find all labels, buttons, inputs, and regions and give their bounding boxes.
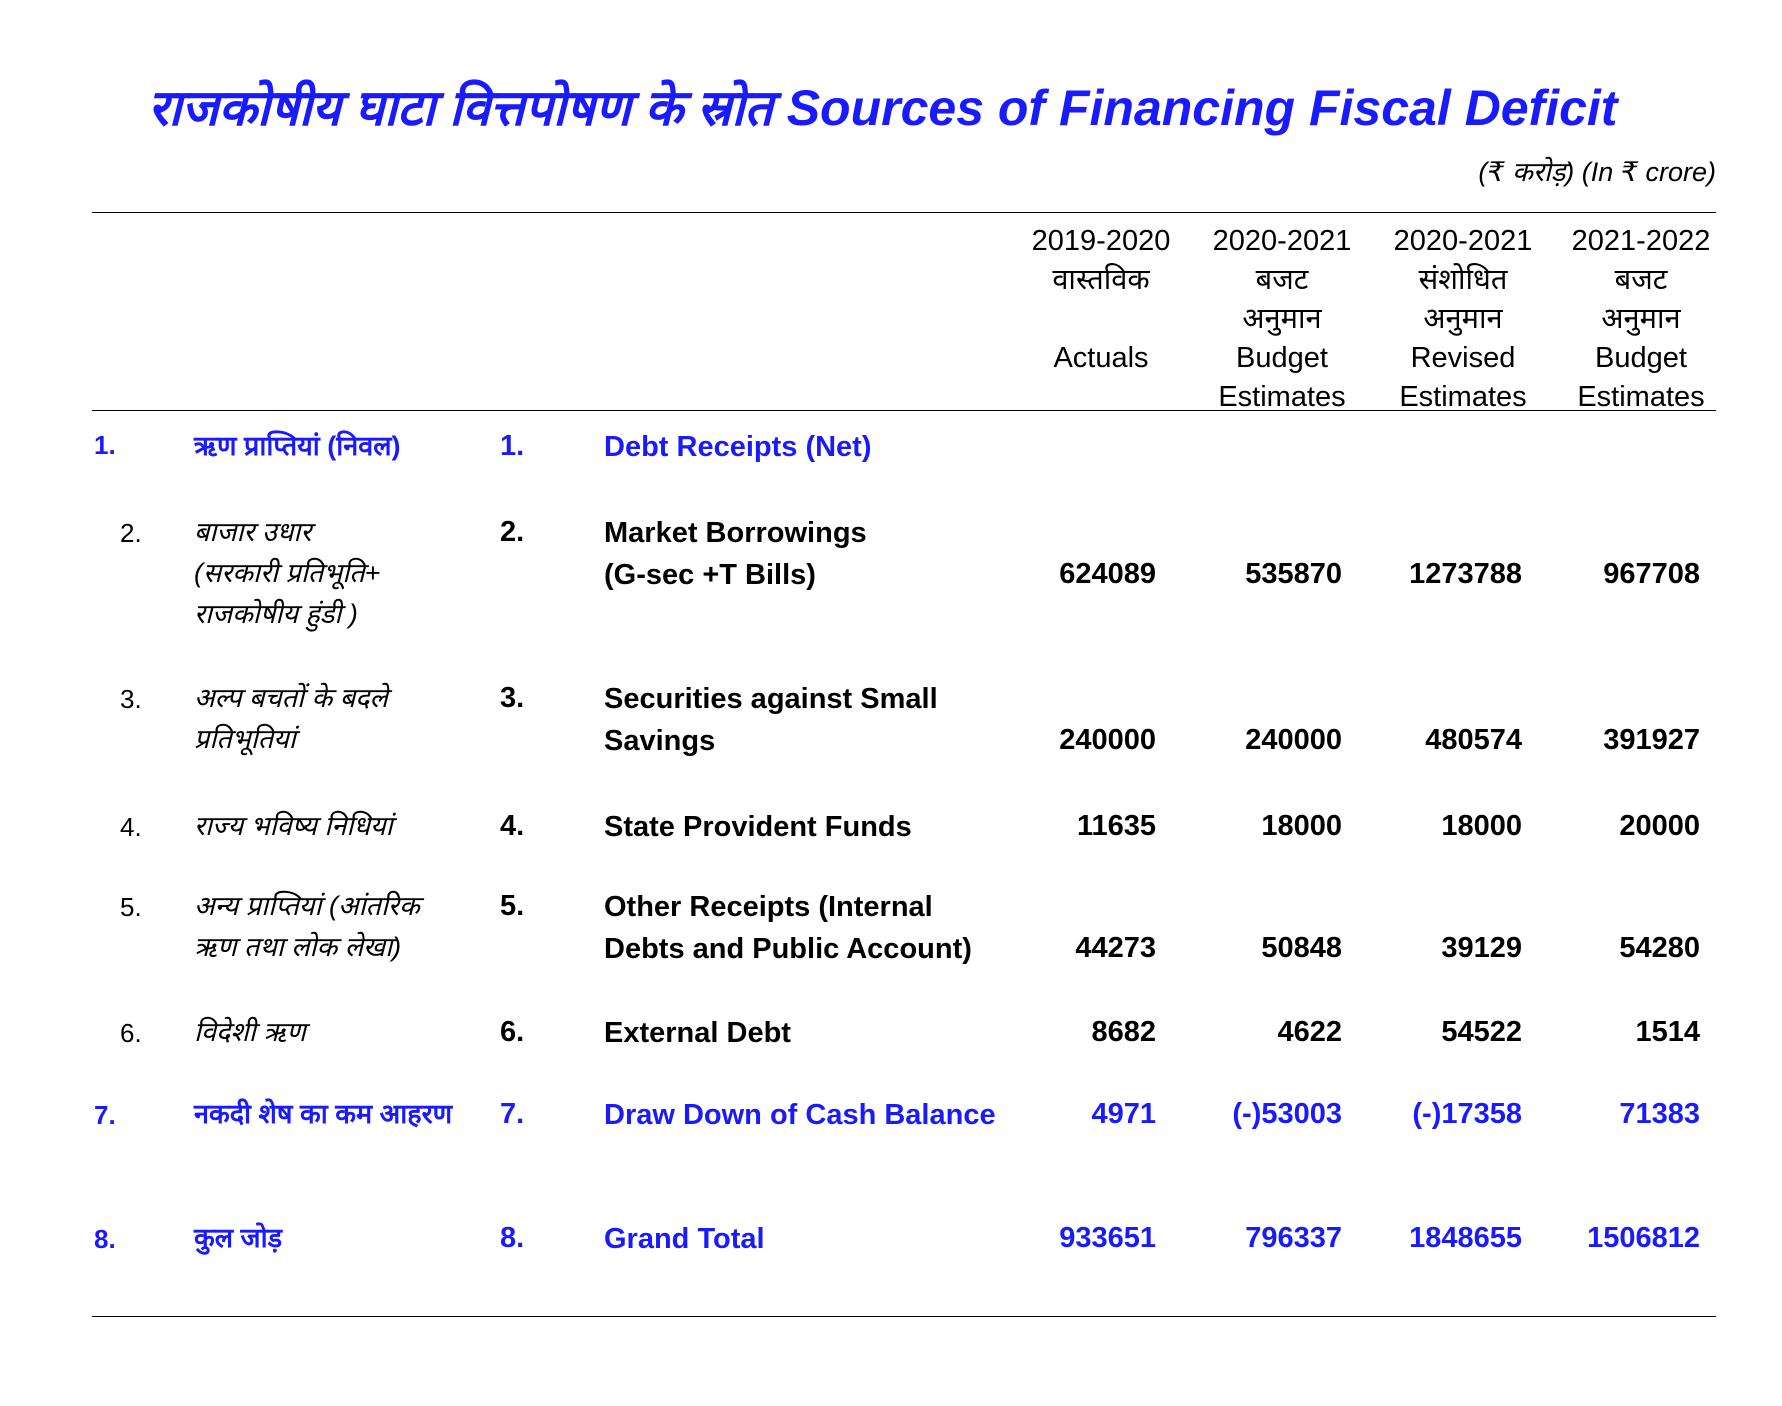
value-actuals: 624089 xyxy=(1059,558,1156,590)
value-be-2020: (-)53003 xyxy=(1232,1098,1342,1130)
row-number: 1. xyxy=(500,430,525,462)
label-line: प्रतिभूतियां xyxy=(194,724,296,754)
value-actuals: 44273 xyxy=(1075,932,1156,964)
row-label-hindi xyxy=(194,886,420,968)
column-english: Budget xyxy=(1236,342,1328,374)
label-line: विदेशी ऋण xyxy=(194,1017,306,1047)
column-hindi: बजट xyxy=(1255,264,1309,296)
value-actuals: 4971 xyxy=(1091,1098,1156,1130)
label-line: राज्य भविष्य निधियां xyxy=(194,811,393,841)
value-be-2021: 391927 xyxy=(1603,724,1700,756)
row-label-english xyxy=(604,886,972,970)
value-be-2021: 54280 xyxy=(1619,932,1700,964)
value-actuals: 933651 xyxy=(1059,1222,1156,1254)
row-number-hindi: 4. xyxy=(120,812,142,842)
row-number-hindi: 6. xyxy=(120,1018,142,1048)
label-line: नकदी शेष का कम आहरण xyxy=(194,1099,453,1129)
column-english: Actuals xyxy=(1053,342,1149,374)
row-label-hindi xyxy=(194,806,393,847)
label-line: (सरकारी प्रतिभूति+ xyxy=(194,558,381,588)
row-number: 4. xyxy=(500,810,525,842)
value-be-2020: 4622 xyxy=(1277,1016,1342,1048)
row-number: 7. xyxy=(500,1098,525,1130)
column-header-actuals xyxy=(1016,222,1186,378)
column-english: Estimates xyxy=(1218,381,1346,413)
value-be-2021: 20000 xyxy=(1619,810,1700,842)
row-number: 5. xyxy=(500,890,525,922)
value-be-2021: 1514 xyxy=(1635,1016,1700,1048)
row-number-hindi: 2. xyxy=(120,518,142,548)
column-year: 2020-2021 xyxy=(1393,225,1533,257)
column-english: Budget xyxy=(1595,342,1687,374)
row-label-english xyxy=(604,1094,996,1136)
label-line: (G-sec +T Bills) xyxy=(604,559,816,591)
column-hindi: वास्तविक xyxy=(1052,264,1150,296)
unit-label: (₹ करोड़) (In ₹ crore) xyxy=(1478,157,1716,187)
label-line: Other Receipts (Internal xyxy=(604,891,933,923)
column-year: 2019-2020 xyxy=(1031,225,1171,257)
value-be-2021: 967708 xyxy=(1603,558,1700,590)
column-hindi: अनुमान xyxy=(1242,303,1322,335)
row-label-hindi xyxy=(194,1094,452,1135)
value-actuals: 240000 xyxy=(1059,724,1156,756)
row-label-hindi: ऋण प्राप्तियां (निवल) xyxy=(194,431,401,461)
column-year: 2021-2022 xyxy=(1571,225,1711,257)
label-line: Grand Total xyxy=(604,1223,765,1255)
label-line: Market Borrowings xyxy=(604,517,867,549)
label-line: राजकोषीय हुंडी ) xyxy=(194,599,358,629)
label-line: Savings xyxy=(604,725,716,757)
label-line: Securities against Small xyxy=(604,683,938,715)
title-hindi: राजकोषीय घाटा वित्तपोषण के स्रोत xyxy=(148,80,773,136)
label-line: ऋण तथा लोक लेखा) xyxy=(194,932,402,962)
top-rule xyxy=(92,212,1716,213)
row-label-english: Debt Receipts (Net) xyxy=(604,431,872,463)
row-label-hindi xyxy=(194,512,380,635)
value-be-2020: 50848 xyxy=(1261,932,1342,964)
value-re-2020: 480574 xyxy=(1425,724,1522,756)
value-re-2020: (-)17358 xyxy=(1412,1098,1522,1130)
row-number-hindi: 7. xyxy=(94,1100,116,1130)
label-line: Debts and Public Account) xyxy=(604,933,972,965)
value-re-2020: 1273788 xyxy=(1409,558,1522,590)
column-year: 2020-2021 xyxy=(1212,225,1352,257)
column-hindi: अनुमान xyxy=(1423,303,1503,335)
value-re-2020: 1848655 xyxy=(1409,1222,1522,1254)
row-number: 6. xyxy=(500,1016,525,1048)
row-number-hindi: 5. xyxy=(120,892,142,922)
row-label-english xyxy=(604,1218,765,1260)
value-be-2020: 240000 xyxy=(1245,724,1342,756)
label-line: अल्प बचतों के बदले xyxy=(194,683,388,713)
value-be-2020: 18000 xyxy=(1261,810,1342,842)
column-hindi: अनुमान xyxy=(1601,303,1681,335)
page-title xyxy=(0,72,1782,140)
column-header-be-2021 xyxy=(1556,222,1726,417)
label-line: Draw Down of Cash Balance xyxy=(604,1099,996,1131)
row-label-hindi xyxy=(194,1218,282,1259)
row-label-english xyxy=(604,512,867,596)
value-re-2020: 18000 xyxy=(1441,810,1522,842)
row-number: 3. xyxy=(500,682,525,714)
row-label-hindi xyxy=(194,1012,306,1053)
row-label-english xyxy=(604,1012,791,1054)
column-english: Revised xyxy=(1410,342,1516,374)
value-be-2020: 796337 xyxy=(1245,1222,1342,1254)
label-line: कुल जोड़ xyxy=(194,1223,283,1253)
value-actuals: 11635 xyxy=(1076,810,1156,842)
value-be-2020: 535870 xyxy=(1245,558,1342,590)
title-english: Sources of Financing Fiscal Deficit xyxy=(786,80,1618,136)
column-header-re-2020 xyxy=(1378,222,1548,417)
bottom-rule xyxy=(92,1316,1716,1317)
row-number-hindi: 1. xyxy=(94,430,116,460)
value-re-2020: 54522 xyxy=(1441,1016,1522,1048)
row-number: 2. xyxy=(500,516,525,548)
column-hindi: संशोधित xyxy=(1418,264,1508,296)
column-english: Estimates xyxy=(1577,381,1705,413)
row-number-hindi: 3. xyxy=(120,684,142,714)
row-label-english xyxy=(604,806,912,848)
row-label-english xyxy=(604,678,938,762)
label-line: अन्य प्राप्तियां (आंतरिक xyxy=(194,891,420,921)
row-label-hindi xyxy=(194,678,388,760)
row-number-hindi: 8. xyxy=(94,1224,116,1254)
value-actuals: 8682 xyxy=(1091,1016,1156,1048)
header-rule xyxy=(92,410,1716,411)
value-be-2021: 1506812 xyxy=(1587,1222,1700,1254)
column-hindi: बजट xyxy=(1614,264,1668,296)
row-number: 8. xyxy=(500,1222,525,1254)
label-line: State Provident Funds xyxy=(604,811,912,843)
label-line: External Debt xyxy=(604,1017,791,1049)
value-re-2020: 39129 xyxy=(1441,932,1522,964)
value-be-2021: 71383 xyxy=(1619,1098,1700,1130)
column-english: Estimates xyxy=(1399,381,1527,413)
column-header-be-2020 xyxy=(1197,222,1367,417)
label-line: बाजार उधार xyxy=(194,517,312,547)
